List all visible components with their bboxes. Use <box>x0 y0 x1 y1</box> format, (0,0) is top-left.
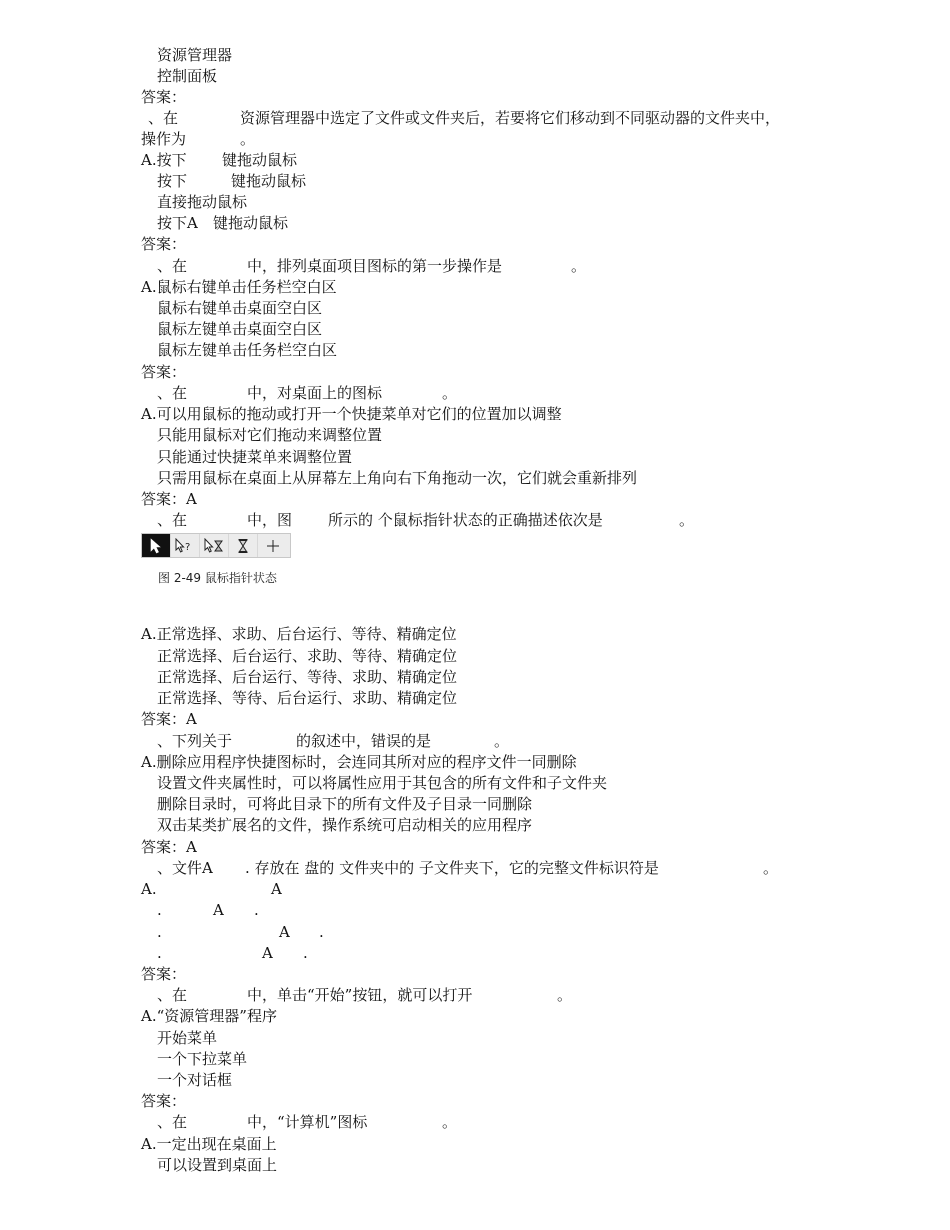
option-line <box>157 319 322 339</box>
option-line <box>157 815 532 835</box>
question-text: 资源管理器中选定了文件或文件夹后，若要将它们移动到不同驱动器的文件夹中， <box>240 109 781 127</box>
option-line <box>0 900 950 920</box>
option-text: A.一定出现在桌面上 <box>141 1135 277 1153</box>
option-text: 键拖动鼠标 <box>213 214 289 232</box>
question-text: 所示的 个鼠标指针状态的正确描述依次是 <box>328 511 603 529</box>
option-line <box>157 340 337 360</box>
option-text: A <box>213 901 224 919</box>
option-line <box>157 1155 277 1175</box>
option-line <box>141 404 562 424</box>
question-blank-end: 。 <box>240 130 256 148</box>
question-line <box>0 985 950 1005</box>
question-prefix: 、下列关于 <box>157 732 233 750</box>
answer-line <box>141 87 186 107</box>
question-blank-end: 。 <box>679 511 695 529</box>
answer-line <box>141 837 197 857</box>
option-text: 开始菜单 <box>157 1029 218 1047</box>
option-line <box>157 468 637 488</box>
option-text: A.正常选择、求助、后台运行、等待、精确定位 <box>141 625 457 643</box>
question-line <box>0 1112 950 1132</box>
question-line <box>0 383 950 403</box>
answer-text: 答案：A <box>141 710 197 728</box>
question-blank-end: 。 <box>494 732 510 750</box>
question-line <box>0 731 950 751</box>
option-line <box>157 688 457 708</box>
question-blank-end: 。 <box>557 986 573 1004</box>
answer-line <box>141 489 197 509</box>
question-text: 中，单击“开始”按钮，就可以打开 <box>247 986 473 1004</box>
answer-text: 答案： <box>141 965 187 983</box>
option-text: A.删除应用程序快捷图标时，会连同其所对应的程序文件一同删除 <box>141 753 577 771</box>
option-text: 双击某类扩展名的文件，操作系统可启动相关的应用程序 <box>157 816 533 834</box>
option-line <box>157 1070 232 1090</box>
question-prefix: 、在 <box>157 986 188 1004</box>
option-line <box>157 1049 247 1069</box>
question-prefix: 、在 <box>157 257 188 275</box>
option-text: A.鼠标右键单击任务栏空白区 <box>141 278 337 296</box>
option-line <box>157 45 232 65</box>
option-line <box>141 1134 277 1154</box>
help-select-icon <box>171 534 200 557</box>
arrow-pointer-icon <box>142 534 171 557</box>
question-text: 中，排列桌面项目图标的第一步操作是 <box>247 257 503 275</box>
question-line <box>0 256 950 276</box>
option-line <box>0 879 950 899</box>
option-text: A <box>262 944 273 962</box>
question-blank-end: 。 <box>763 859 779 877</box>
option-text: . <box>157 944 162 962</box>
question-text: 中，图 <box>247 511 293 529</box>
answer-text: 答案：A <box>141 838 197 856</box>
question-line <box>0 510 950 530</box>
option-text: 资源管理器 <box>157 46 233 64</box>
option-text: 键拖动鼠标 <box>231 172 307 190</box>
option-line <box>157 192 247 212</box>
option-text: A. <box>141 880 157 898</box>
option-line <box>0 150 950 170</box>
option-text: 键拖动鼠标 <box>222 151 298 169</box>
option-line <box>157 447 352 467</box>
option-text: . <box>157 901 162 919</box>
option-text: 正常选择、后台运行、等待、求助、精确定位 <box>157 668 458 686</box>
question-text: 操作为 <box>141 130 187 148</box>
option-text: . <box>319 923 324 941</box>
answer-line <box>141 234 186 254</box>
answer-text: 答案： <box>141 1092 187 1110</box>
question-blank-end: 。 <box>571 257 587 275</box>
option-line <box>157 66 217 86</box>
question-text: 中，“计算机”图标 <box>247 1113 368 1131</box>
figure-caption: 图 2-49 鼠标指针状态 <box>158 571 277 585</box>
option-text: . <box>303 944 308 962</box>
question-text: 中，对桌面上的图标 <box>247 384 383 402</box>
question-line <box>0 129 950 149</box>
question-text: . 存放在 盘的 文件夹中的 子文件夹下，它的完整文件标识符是 <box>245 859 659 877</box>
option-text: 只能用鼠标对它们拖动来调整位置 <box>157 426 383 444</box>
working-in-background-icon <box>200 534 229 557</box>
option-text: A <box>279 923 290 941</box>
answer-line <box>141 362 186 382</box>
option-line <box>157 1028 217 1048</box>
question-prefix: 、文件A <box>157 859 213 877</box>
option-line <box>157 646 457 666</box>
option-text: 直接拖动鼠标 <box>157 193 248 211</box>
option-line <box>141 277 337 297</box>
option-text: 鼠标左键单击任务栏空白区 <box>157 341 338 359</box>
question-blank-end: 。 <box>442 1113 458 1131</box>
option-text: . <box>157 923 162 941</box>
option-line <box>141 752 577 772</box>
option-text: 只需用鼠标在桌面上从屏幕左上角向右下角拖动一次，它们就会重新排列 <box>157 469 638 487</box>
option-text: 按下 <box>157 172 188 190</box>
option-text: 鼠标左键单击桌面空白区 <box>157 320 323 338</box>
svg-text:?: ? <box>185 541 191 553</box>
option-line <box>0 943 950 963</box>
option-text: 正常选择、等待、后台运行、求助、精确定位 <box>157 689 458 707</box>
answer-line <box>141 1091 186 1111</box>
option-text: 一个对话框 <box>157 1071 233 1089</box>
precision-crosshair-icon <box>258 534 287 557</box>
option-line <box>141 624 457 644</box>
option-text: 设置文件夹属性时，可以将属性应用于其包含的所有文件和子文件夹 <box>157 774 608 792</box>
option-line <box>157 425 382 445</box>
question-prefix: 、在 <box>157 384 188 402</box>
question-blank-end: 。 <box>442 384 458 402</box>
option-text: . <box>254 901 259 919</box>
busy-hourglass-icon <box>229 534 258 557</box>
option-text: 正常选择、后台运行、求助、等待、精确定位 <box>157 647 458 665</box>
question-line <box>0 858 950 878</box>
option-line <box>0 922 950 942</box>
option-text: A <box>271 880 282 898</box>
answer-text: 答案： <box>141 363 187 381</box>
option-line <box>157 298 322 318</box>
option-text: A.“资源管理器”程序 <box>141 1007 277 1025</box>
option-line <box>0 213 950 233</box>
question-line <box>0 108 950 128</box>
option-text: 鼠标右键单击桌面空白区 <box>157 299 323 317</box>
option-text: A.按下 <box>141 151 187 169</box>
option-line <box>157 667 457 687</box>
answer-line <box>141 709 197 729</box>
option-line <box>157 773 607 793</box>
option-line <box>141 1006 277 1026</box>
option-text: 控制面板 <box>157 67 218 85</box>
option-line <box>157 794 532 814</box>
question-prefix: 、在 <box>157 1113 188 1131</box>
option-text: 可以设置到桌面上 <box>157 1156 278 1174</box>
question-text: 的叙述中，错误的是 <box>296 732 432 750</box>
option-text: 一个下拉菜单 <box>157 1050 248 1068</box>
option-text: 删除目录时，可将此目录下的所有文件及子目录一同删除 <box>157 795 533 813</box>
question-prefix: 、在 <box>157 511 188 529</box>
answer-text: 答案：A <box>141 490 197 508</box>
answer-line <box>141 964 186 984</box>
answer-text: 答案： <box>141 88 187 106</box>
question-prefix: 、在 <box>148 109 179 127</box>
option-text: A.可以用鼠标的拖动或打开一个快捷菜单对它们的位置加以调整 <box>141 405 562 423</box>
cursor-states-figure <box>141 533 291 558</box>
option-text: 按下A <box>157 214 198 232</box>
option-text: 只能通过快捷菜单来调整位置 <box>157 448 353 466</box>
answer-text: 答案： <box>141 235 187 253</box>
option-line <box>0 171 950 191</box>
